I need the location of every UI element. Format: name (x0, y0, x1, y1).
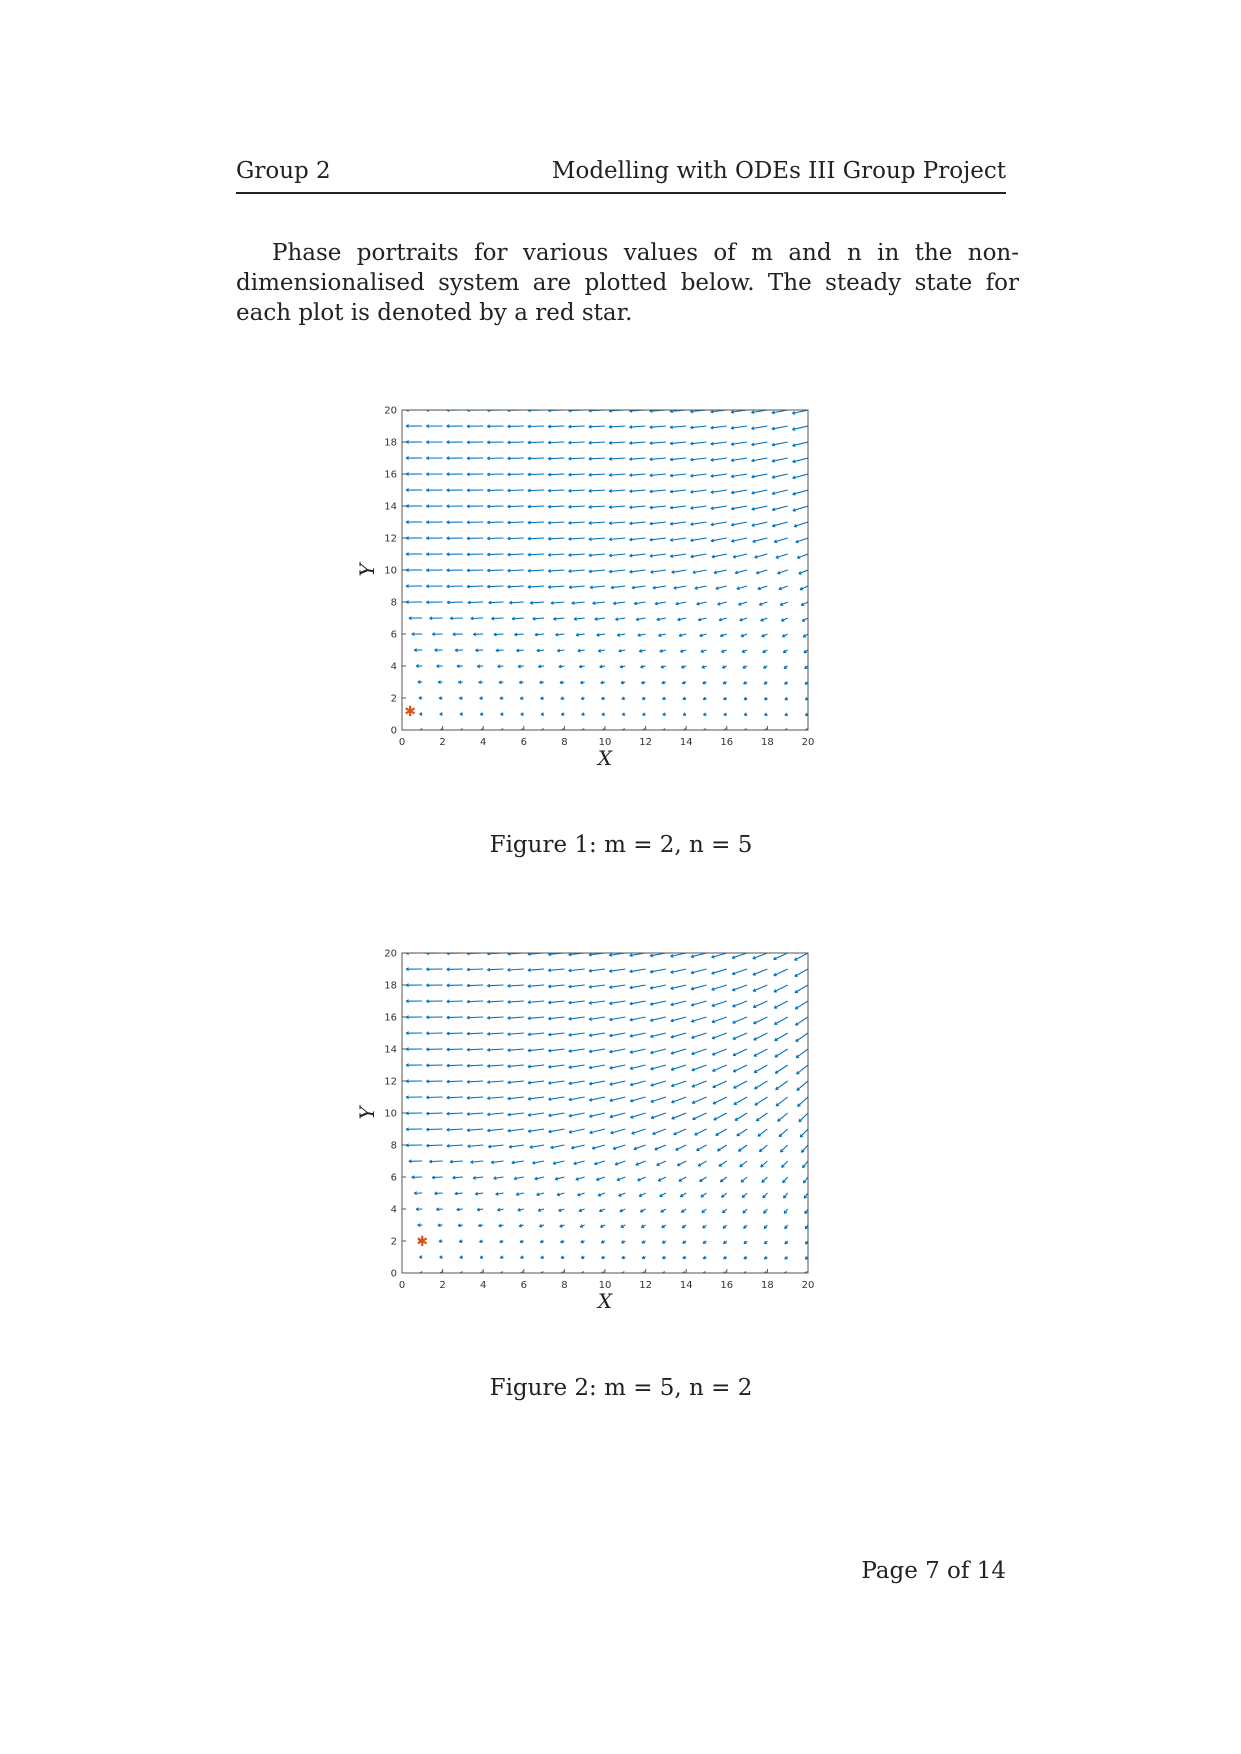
quiver-arrow (691, 985, 706, 989)
quiver-arrow (487, 969, 503, 970)
quiver-arrow (695, 1129, 707, 1135)
quiver-arrow (716, 1129, 727, 1135)
quiver-arrow (692, 1065, 707, 1070)
steady-state-star: ✱ (404, 703, 416, 720)
paragraph-text: Phase portraits for various values of m and n in the non-dimensionalised system are plotted below. The steady state for each plot is denoted by a red star. (236, 240, 1019, 326)
quiver-arrow (447, 1097, 463, 1098)
figure-2 (352, 938, 872, 1358)
quiver-arrow (775, 1049, 788, 1057)
quiver-arrowhead (386, 457, 389, 460)
quiver-arrow (671, 1081, 686, 1086)
quiver-arrow (774, 1001, 788, 1008)
quiver-arrow (713, 1081, 727, 1087)
quiver-arrow (467, 1049, 483, 1050)
quiver-arrow (569, 1049, 585, 1051)
quiver-arrowhead (386, 1128, 389, 1131)
x-axis-label: X (597, 746, 613, 770)
quiver-arrow (487, 985, 503, 986)
quiver-arrow (732, 969, 747, 974)
quiver-arrow (487, 554, 503, 555)
quiver-arrow (589, 426, 605, 427)
quiver-arrow (651, 1081, 666, 1086)
quiver-arrow (609, 426, 625, 427)
quiver-arrowhead (397, 1224, 400, 1227)
quiver-arrow (508, 490, 524, 491)
quiver-arrow (447, 1033, 463, 1034)
quiver-arrow (548, 442, 564, 443)
x-tick-label: 14 (679, 737, 693, 748)
quiver-arrow (691, 1001, 706, 1005)
y-tick-label: 14 (384, 501, 397, 513)
quiver-arrow (447, 1145, 463, 1146)
quiver-arrow (487, 1017, 503, 1018)
y-tick-label: 16 (384, 1012, 397, 1024)
quiver-arrow (609, 442, 625, 443)
x-tick-label: 10 (598, 1280, 612, 1291)
quiver-arrow (754, 1033, 768, 1040)
quiver-arrow (468, 602, 483, 603)
quiver-arrow (671, 1001, 686, 1005)
quiver-arrow (528, 490, 544, 491)
quiver-arrow (671, 1033, 686, 1037)
quiver-arrowhead (399, 1256, 402, 1259)
quiver-arrowhead (394, 649, 397, 652)
quiver-arrow (653, 1129, 666, 1134)
quiver-arrow (759, 1145, 767, 1152)
quiver-arrow (508, 554, 524, 555)
quiver-arrow (609, 458, 625, 459)
quiver-arrow (774, 1017, 787, 1024)
quiver-arrow (712, 985, 727, 990)
x-tick-label: 8 (561, 1280, 568, 1291)
quiver-arrow (568, 426, 584, 427)
quiver-arrow (711, 474, 727, 476)
y-axis-label: Y (355, 563, 379, 577)
figure-1-caption: Figure 1: m = 2, n = 5 (489, 832, 753, 858)
quiver-arrow (471, 618, 483, 619)
quiver-arrow (548, 538, 564, 539)
quiver-arrow (782, 1161, 788, 1167)
y-tick-label: 2 (390, 1236, 397, 1248)
quiver-arrow (548, 490, 564, 491)
quiver-arrow (569, 506, 585, 507)
quiver-arrow (671, 1065, 686, 1070)
page-header (236, 154, 1006, 194)
quiver-arrowhead (399, 713, 402, 716)
quiver-arrow (611, 1129, 626, 1133)
body-paragraph (236, 238, 1019, 328)
quiver-arrow (508, 586, 524, 587)
y-tick-label: 0 (390, 725, 397, 737)
quiver-arrow (795, 1001, 808, 1009)
quiver-arrow (489, 602, 504, 603)
quiver-arrow (711, 458, 727, 460)
quiver-arrow (692, 1049, 707, 1054)
figure-2-caption: Figure 2: m = 5, n = 2 (489, 1375, 753, 1401)
quiver-arrow (467, 985, 483, 986)
quiver-arrowhead (386, 521, 389, 524)
quiver-arrow (447, 1017, 463, 1018)
quiver-arrowhead (399, 1240, 402, 1243)
quiver-arrow (793, 474, 808, 478)
quiver-arrow (467, 1065, 483, 1066)
quiver-arrowhead (397, 681, 400, 684)
quiver-arrow (630, 1097, 645, 1101)
steady-state-star: ✱ (416, 1234, 429, 1250)
quiver-arrow (717, 1145, 726, 1151)
quiver-arrow (569, 522, 585, 523)
x-tick-label: 4 (480, 1280, 487, 1291)
quiver-arrow (528, 442, 544, 443)
quiver-arrow (733, 1001, 748, 1007)
quiver-arrow (650, 554, 666, 556)
quiver-arrow (447, 1049, 463, 1050)
quiver-arrow (487, 1033, 503, 1034)
quiver-arrow (734, 1097, 747, 1104)
quiver-arrow (426, 1129, 442, 1130)
quiver-arrow (692, 1081, 707, 1087)
y-tick-label: 20 (384, 948, 397, 960)
x-tick-label: 12 (639, 1280, 652, 1291)
quiver-arrow (793, 506, 808, 511)
quiver-arrow (651, 1113, 666, 1118)
quiver-arrow (671, 1049, 686, 1054)
quiver-arrow (755, 1081, 768, 1089)
quiver-arrow (712, 1017, 727, 1022)
quiver-arrow (447, 1081, 463, 1082)
y-tick-label: 4 (390, 1204, 397, 1216)
quiver-arrow (487, 1049, 503, 1050)
quiver-arrow (733, 1065, 747, 1072)
quiver-arrow (609, 969, 625, 971)
quiver-arrow (796, 1065, 808, 1074)
quiver-arrow (796, 1033, 808, 1041)
quiver-arrow (548, 506, 564, 507)
quiver-arrow (426, 1145, 442, 1146)
quiver-arrow (467, 1017, 483, 1018)
quiver-arrow (589, 506, 605, 507)
y-tick-label: 10 (384, 565, 397, 577)
quiver-arrow (733, 1049, 747, 1055)
quiver-arrow (795, 969, 808, 976)
quiver-arrow (487, 1001, 503, 1002)
quiver-arrow (796, 1017, 808, 1025)
x-tick-label: 16 (720, 737, 734, 748)
quiver-arrow (487, 570, 503, 571)
quiver-arrow (568, 490, 584, 491)
quiver-arrow (508, 570, 524, 571)
y-tick-label: 12 (384, 533, 397, 545)
header-group: Group 2 (236, 158, 331, 184)
quiver-arrow (776, 1081, 788, 1090)
header-title: Modelling with ODEs III Group Project (551, 158, 1006, 184)
phase-portrait-1 (352, 395, 872, 815)
quiver-arrow (528, 1113, 544, 1115)
quiver-arrow (778, 1113, 788, 1121)
quiver-arrowhead (388, 1160, 391, 1163)
y-tick-label: 10 (384, 1108, 397, 1120)
quiver-arrow (753, 985, 767, 991)
quiver-arrow (467, 969, 483, 970)
quiver-arrow (429, 1161, 442, 1162)
quiver-arrow (712, 1033, 727, 1038)
quiver-arrow (548, 426, 564, 427)
quiver-arrow (589, 458, 605, 459)
y-tick-label: 18 (384, 437, 397, 449)
quiver-arrow (630, 1081, 645, 1085)
quiver-arrow (797, 1081, 808, 1090)
quiver-arrowhead (386, 1144, 389, 1147)
x-tick-label: 8 (561, 737, 568, 748)
y-tick-label: 12 (384, 1076, 397, 1088)
quiver-arrow (548, 474, 564, 475)
quiver-arrow (509, 602, 523, 603)
quiver-arrow (799, 1113, 808, 1122)
quiver-arrow (630, 1113, 645, 1118)
quiver-arrow (732, 953, 747, 958)
quiver-arrow (755, 1097, 767, 1105)
quiver-arrow (795, 985, 808, 993)
quiver-arrowhead (386, 968, 389, 971)
quiver-arrow (568, 458, 584, 459)
quiver-arrow (467, 1097, 483, 1098)
y-tick-label: 4 (390, 661, 397, 673)
quiver-arrow (548, 522, 564, 523)
quiver-arrowhead (386, 585, 389, 588)
quiver-arrow (691, 506, 707, 508)
quiver-arrow (712, 969, 727, 974)
y-tick-label: 8 (390, 1140, 397, 1152)
quiver-arrow (793, 458, 808, 462)
quiver-arrow (714, 1113, 727, 1120)
y-tick-label: 16 (384, 469, 397, 481)
quiver-arrow (672, 1113, 686, 1119)
quiver-arrow (467, 1001, 483, 1002)
y-tick-label: 20 (384, 405, 397, 417)
quiver-arrow (508, 538, 524, 539)
quiver-arrow (672, 1097, 687, 1102)
figure-1 (352, 395, 872, 815)
quiver-arrow (528, 458, 544, 459)
quiver-arrow (569, 538, 585, 539)
quiver-arrow (548, 1081, 564, 1083)
quiver-arrow (801, 1145, 808, 1152)
quiver-arrow (629, 426, 645, 427)
quiver-arrow (753, 969, 767, 975)
quiver-arrow (796, 1049, 808, 1058)
quiver-arrow (697, 1145, 707, 1150)
quiver-arrow (487, 538, 503, 539)
quiver-arrow (775, 1033, 788, 1041)
quiver-arrowhead (386, 1096, 389, 1099)
quiver-arrow (733, 1017, 747, 1023)
quiver-arrow (780, 1145, 787, 1152)
x-tick-label: 20 (801, 737, 815, 748)
y-tick-label: 0 (390, 1268, 397, 1280)
quiver-arrow (589, 985, 605, 987)
quiver-arrow (733, 1033, 747, 1039)
quiver-arrow (447, 1129, 463, 1130)
quiver-arrow (758, 1129, 767, 1136)
quiver-arrow (528, 506, 544, 507)
quiver-arrow (712, 1001, 727, 1006)
quiver-arrow (693, 1113, 707, 1119)
quiver-arrow (692, 1097, 706, 1103)
quiver-arrow (753, 1001, 767, 1007)
y-tick-label: 8 (390, 597, 397, 609)
quiver-arrow (671, 1017, 686, 1021)
vector-field (386, 409, 809, 732)
quiver-arrow (569, 1033, 585, 1035)
phase-portrait-2 (352, 938, 872, 1358)
quiver-arrow (568, 474, 584, 475)
quiver-arrow (447, 1001, 463, 1002)
quiver-arrow (734, 1081, 748, 1088)
quiver-arrow (589, 442, 605, 443)
x-tick-label: 10 (598, 737, 612, 748)
quiver-arrow (467, 586, 483, 587)
quiver-arrow (795, 953, 808, 960)
y-axis-label: Y (355, 1106, 379, 1120)
x-tick-label: 2 (439, 737, 446, 748)
quiver-arrow (670, 538, 686, 540)
x-tick-label: 2 (439, 1280, 446, 1291)
quiver-arrow (528, 586, 544, 587)
quiver-arrowhead (386, 553, 389, 556)
quiver-arrow (774, 985, 788, 992)
quiver-arrow (589, 474, 605, 475)
quiver-arrow (426, 1113, 442, 1114)
quiver-arrow (528, 570, 544, 571)
quiver-arrow (800, 1129, 808, 1137)
quiver-arrow (779, 1129, 788, 1137)
quiver-arrow (753, 1017, 767, 1024)
quiver-arrow (712, 953, 727, 957)
quiver-arrowhead (386, 425, 389, 428)
x-tick-label: 16 (720, 1280, 734, 1291)
quiver-arrow (508, 506, 524, 507)
quiver-arrow (753, 953, 768, 959)
quiver-arrow (775, 1065, 787, 1073)
quiver-arrow (508, 969, 524, 970)
quiver-arrow (508, 522, 524, 523)
quiver-arrowhead (394, 1192, 397, 1195)
quiver-arrow (735, 1113, 747, 1120)
x-tick-label: 18 (761, 737, 774, 748)
quiver-arrow (610, 1113, 625, 1117)
quiver-arrowhead (386, 1000, 389, 1003)
x-tick-label: 6 (520, 1280, 527, 1291)
quiver-arrow (528, 554, 544, 555)
quiver-arrow (713, 1065, 727, 1071)
quiver-arrow (691, 969, 706, 973)
quiver-arrow (798, 1097, 808, 1106)
quiver-arrow (651, 1097, 666, 1102)
quiver-arrow (772, 506, 787, 510)
quiver-arrow (528, 474, 544, 475)
quiver-arrow (754, 1049, 767, 1056)
quiver-arrow (650, 1049, 665, 1053)
quiver-arrow (589, 1001, 605, 1003)
quiver-arrow (732, 985, 747, 990)
quiver-arrowhead (399, 697, 402, 700)
quiver-arrowhead (386, 601, 389, 604)
quiver-arrow (548, 570, 564, 571)
quiver-arrow (756, 1113, 767, 1121)
quiver-arrow (691, 953, 706, 957)
quiver-arrow (774, 969, 788, 976)
quiver-arrow (487, 586, 503, 587)
x-tick-label: 20 (801, 1280, 815, 1291)
page-number: Page 7 of 14 (861, 1558, 1006, 1584)
quiver-arrowhead (386, 489, 389, 492)
quiver-arrowhead (386, 1064, 389, 1067)
quiver-arrow (738, 1145, 747, 1151)
y-tick-label: 6 (390, 1172, 397, 1184)
quiver-arrow (774, 953, 788, 959)
quiver-arrow (589, 490, 605, 491)
quiver-arrow (731, 426, 747, 428)
y-tick-label: 2 (390, 693, 397, 705)
quiver-arrowhead (386, 1032, 389, 1035)
quiver-arrow (528, 538, 544, 539)
quiver-arrow (761, 1161, 768, 1167)
quiver-arrow (528, 522, 544, 523)
quiver-arrow (467, 1033, 483, 1034)
x-tick-label: 4 (480, 737, 487, 748)
quiver-arrow (713, 1097, 727, 1104)
x-tick-label: 14 (679, 1280, 693, 1291)
y-tick-label: 18 (384, 980, 397, 992)
quiver-arrow (508, 1001, 524, 1002)
x-axis-label: X (597, 1289, 613, 1313)
quiver-arrow (793, 490, 808, 494)
quiver-arrow (776, 1097, 788, 1106)
x-tick-label: 6 (520, 737, 527, 748)
x-tick-label: 12 (639, 737, 652, 748)
quiver-arrow (508, 985, 524, 986)
x-tick-label: 18 (761, 1280, 774, 1291)
vector-field (386, 952, 808, 1275)
quiver-arrow (632, 1129, 646, 1134)
quiver-arrow (690, 490, 706, 492)
quiver-arrow (447, 1065, 463, 1066)
quiver-arrow (674, 1129, 687, 1135)
x-tick-label: 0 (398, 737, 406, 748)
quiver-arrow (712, 1049, 726, 1055)
y-tick-label: 14 (384, 1044, 397, 1056)
y-tick-label: 6 (390, 629, 397, 641)
quiver-arrow (691, 1033, 706, 1038)
quiver-arrow (754, 1065, 767, 1072)
quiver-arrow (651, 1065, 666, 1069)
quiver-arrow (548, 458, 564, 459)
quiver-arrow (740, 1161, 747, 1167)
quiver-arrow (568, 442, 584, 443)
quiver-arrowhead (388, 617, 391, 620)
quiver-arrow (447, 1113, 463, 1114)
quiver-arrow (772, 522, 787, 526)
quiver-arrow (737, 1129, 747, 1136)
x-tick-label: 0 (398, 1280, 406, 1291)
quiver-arrow (467, 1081, 483, 1082)
quiver-arrow (548, 554, 564, 555)
quiver-arrow (691, 1017, 706, 1022)
quiver-arrow (794, 522, 808, 527)
